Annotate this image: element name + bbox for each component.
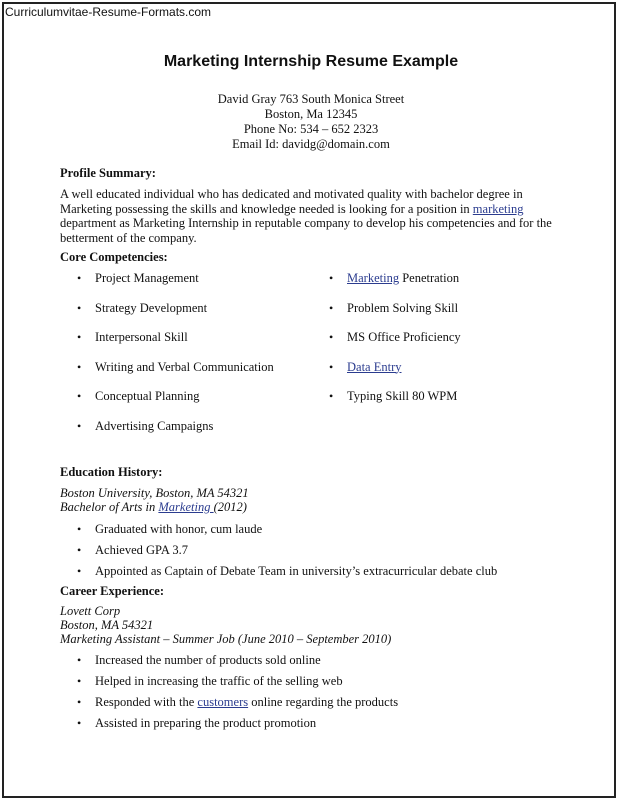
career-list bbox=[77, 653, 577, 737]
list-item: • Writing and Verbal Communication bbox=[77, 360, 317, 390]
degree-prefix: Bachelor of Arts in bbox=[60, 500, 159, 514]
list-item-text: Penetration bbox=[399, 271, 460, 285]
contact-email: Email Id: davidg@domain.com bbox=[232, 137, 390, 151]
profile-text-part2: department as Marketing Internship in reputable company to develop his competencies and for the betterment of the company. bbox=[60, 216, 552, 245]
site-watermark: Curriculumvitae-Resume-Formats.com bbox=[5, 5, 212, 19]
list-item: • Assisted in preparing the product promotion bbox=[77, 716, 577, 737]
competencies-left-list bbox=[77, 271, 317, 448]
list-item: • Graduated with honor, cum laude bbox=[77, 522, 577, 543]
marketing-link[interactable]: Marketing bbox=[158, 500, 214, 514]
list-item: • Increased the number of products sold online bbox=[77, 653, 577, 674]
data-entry-link[interactable]: Data Entry bbox=[347, 359, 402, 374]
career-role: Marketing Assistant – Summer Job (June 2010 – September 2010) bbox=[60, 632, 392, 646]
list-item-text: Responded with the bbox=[95, 695, 198, 709]
marketing-link[interactable]: marketing bbox=[472, 201, 524, 216]
profile-summary-text bbox=[60, 187, 570, 245]
degree-year: (2012) bbox=[213, 500, 247, 514]
list-item: • Strategy Development bbox=[77, 301, 317, 331]
education-degree bbox=[60, 500, 247, 514]
contact-name-address: David Gray 763 South Monica Street bbox=[217, 92, 405, 106]
list-item: • Appointed as Captain of Debate Team in university’s extracurricular debate club bbox=[77, 564, 577, 585]
list-item: • Project Management bbox=[77, 271, 317, 301]
resume-title: Marketing Internship Resume Example bbox=[163, 53, 459, 70]
list-item: • Problem Solving Skill bbox=[329, 301, 569, 331]
list-item: • Helped in increasing the traffic of the selling web bbox=[77, 674, 577, 695]
competencies-right-list bbox=[329, 271, 569, 419]
marketing-link[interactable]: Marketing bbox=[347, 271, 400, 285]
contact-block bbox=[0, 92, 622, 152]
list-item-text: online regarding the products bbox=[248, 695, 399, 709]
list-item bbox=[77, 695, 577, 716]
list-item: • Typing Skill 80 WPM bbox=[329, 389, 569, 419]
list-item: • MS Office Proficiency bbox=[329, 330, 569, 360]
list-item bbox=[329, 271, 569, 301]
education-school: Boston University, Boston, MA 54321 bbox=[60, 486, 249, 500]
list-item: • Advertising Campaigns bbox=[77, 419, 317, 449]
education-list bbox=[77, 522, 577, 585]
contact-city: Boston, Ma 12345 bbox=[264, 107, 358, 121]
career-heading: Career Experience: bbox=[60, 584, 165, 598]
core-competencies-heading: Core Competencies: bbox=[60, 250, 168, 264]
career-location: Boston, MA 54321 bbox=[60, 618, 154, 632]
list-item: • Conceptual Planning bbox=[77, 389, 317, 419]
list-item: • Interpersonal Skill bbox=[77, 330, 317, 360]
customers-link[interactable]: customers bbox=[197, 695, 249, 709]
profile-summary-heading: Profile Summary: bbox=[60, 166, 156, 180]
profile-text-part1: A well educated individual who has dedicated and motivated quality with bachelor degree in Marketing possessing the skills and knowledge needed is looking for a position in bbox=[60, 187, 523, 216]
education-heading: Education History: bbox=[60, 465, 163, 479]
contact-phone: Phone No: 534 – 652 2323 bbox=[243, 122, 379, 136]
career-company: Lovett Corp bbox=[60, 604, 121, 618]
list-item bbox=[329, 360, 569, 390]
list-item: • Achieved GPA 3.7 bbox=[77, 543, 577, 564]
